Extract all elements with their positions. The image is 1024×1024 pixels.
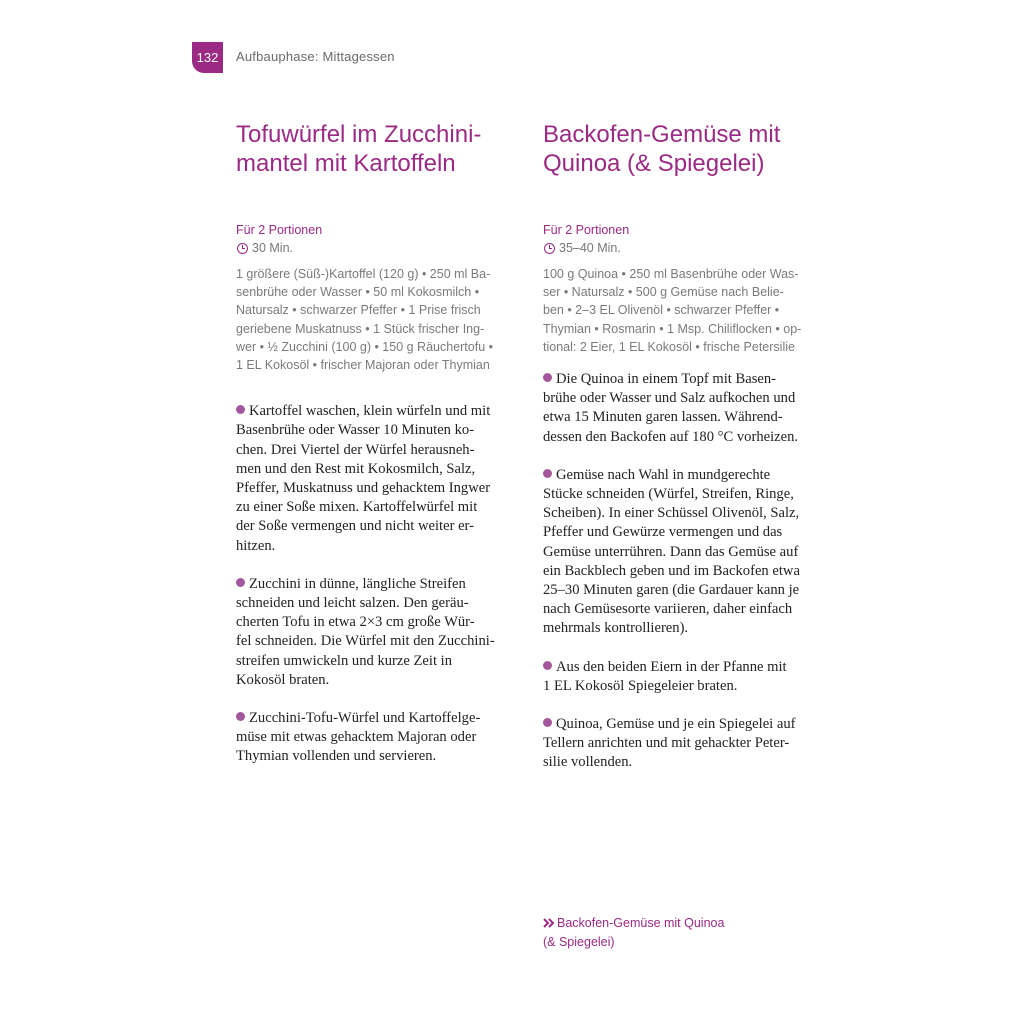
step-paragraph [543,715,813,773]
running-head: Aufbauphase: Mittagessen [236,49,395,64]
step-paragraph [236,709,506,767]
step-line [543,370,813,389]
recipe-quinoa [543,120,813,773]
ingredient-line: 1 EL Kokosöl • frischer Majoran oder Thymian [236,358,490,373]
ingredient-line: senbrühe oder Wasser • 50 ml Kokosmilch • [236,285,480,300]
ingredient-line: Natursalz • schwarzer Pfeffer • 1 Prise frisch [236,303,481,318]
ingredient-line: ser • Natursalz • 500 g Gemüse nach Belie- [543,285,784,300]
steps [543,370,813,773]
step-text: Aus den beiden Eiern in der Pfanne mit [556,658,787,675]
step-line [543,715,813,734]
ingredient-line: geriebene Muskatnuss • 1 Stück frischer Ing- [236,321,485,336]
title-line: Quinoa (& Spiegelei) [543,150,765,177]
crossref-line: (& Spiegelei) [543,935,615,949]
step-line: silie vollenden. [543,754,633,771]
clock-icon [237,243,248,254]
step-text: Kartoffel waschen, klein würfeln und mit [249,403,491,420]
step-paragraph [543,370,813,447]
ingredient-line: wer • ½ Zucchini (100 g) • 150 g Räuchertofu • [236,339,494,354]
double-arrow-icon [543,918,555,928]
ingredient-line: 1 größere (Süß-)Kartoffel (120 g) • 250 ml Ba- [236,267,491,281]
crossref-line [543,914,724,933]
step-line [543,658,813,677]
step-text: Gemüse nach Wahl in mundgerechte [556,466,771,483]
step-line: Kokosöl braten. [236,671,330,688]
prep-time-value: 35–40 Min. [559,241,621,255]
step-line [543,466,813,485]
bullet-icon [543,661,552,670]
recipe-title [236,120,506,178]
prep-time [236,239,506,257]
bullet-icon [236,712,245,721]
step-paragraph [236,575,506,690]
step-text: Zucchini-Tofu-Würfel und Kartoffelge- [249,710,481,727]
step-line: der Soße vermengen und nicht weiter er- [236,518,474,535]
portions: Für 2 Portionen [543,223,630,237]
bullet-icon [543,469,552,478]
title-line: Backofen-Gemüse mit [543,121,781,148]
step-line: zu einer Soße mixen. Kartoffelwürfel mit [236,499,478,516]
step-paragraph [543,466,813,639]
crossref-text: Backofen-Gemüse mit Quinoa [557,916,725,930]
step-line: chen. Drei Viertel der Würfel herausneh- [236,441,475,458]
step-text: Die Quinoa in einem Topf mit Basen- [556,371,777,388]
step-line: Pfeffer und Gewürze vermengen und das [543,524,783,541]
title-line: mantel mit Kartoffeln [236,150,456,177]
ingredient-line: tional: 2 Eier, 1 EL Kokosöl • frische Petersilie [543,339,795,354]
step-paragraph [543,658,813,696]
step-line: Tellern anrichten und mit gehackter Peter- [543,735,790,752]
step-line: mehrmals kontrollieren). [543,620,689,637]
step-text: Zucchini in dünne, längliche Streifen [249,575,466,592]
step-line: Basenbrühe oder Wasser 10 Minuten ko- [236,422,475,439]
step-line: fel schneiden. Die Würfel mit den Zucchini- [236,633,495,650]
step-line: Gemüse unterrühren. Dann das Gemüse auf [543,543,799,560]
ingredients [543,265,813,356]
step-line: men und den Rest mit Kokosmilch, Salz, [236,460,476,477]
step-line: Pfeffer, Muskatnuss und gehacktem Ingwer [236,480,491,497]
title-line: Tofuwürfel im Zucchini- [236,121,482,148]
bullet-icon [236,578,245,587]
step-line: brühe oder Wasser und Salz aufkochen und [543,390,796,407]
step-line: nach Gemüsesorte variieren, daher einfach [543,601,793,618]
step-line: hitzen. [236,537,276,554]
step-line: Thymian vollenden und servieren. [236,748,437,765]
step-line [236,402,506,421]
clock-icon [544,243,555,254]
ingredient-line: 100 g Quinoa • 250 ml Basenbrühe oder Was- [543,267,799,281]
ingredient-line: ben • 2–3 EL Olivenöl • schwarzer Pfeffer • [543,303,780,318]
steps [236,402,506,766]
portions: Für 2 Portionen [236,223,323,237]
bullet-icon [543,373,552,382]
step-line: dessen den Backofen auf 180 °C vorheizen. [543,428,799,445]
step-line: Scheiben). In einer Schüssel Olivenöl, Salz, [543,505,800,522]
recipe-tofu [236,120,506,767]
step-text: Quinoa, Gemüse und je ein Spiegelei auf [556,716,796,733]
step-line: cherten Tofu in etwa 2×3 cm große Wür- [236,614,475,631]
prep-time-value: 30 Min. [252,241,293,255]
page-number-badge [192,42,223,73]
prep-time [543,239,813,257]
step-line: müse mit etwas gehacktem Majoran oder [236,729,477,746]
bullet-icon [236,405,245,414]
step-line: streifen umwickeln und kurze Zeit in [236,652,452,669]
step-line: etwa 15 Minuten garen lassen. Während- [543,409,783,426]
recipe-title [543,120,813,178]
step-line: Stücke schneiden (Würfel, Streifen, Ringe, [543,486,794,503]
step-line: 25–30 Minuten garen (die Gardauer kann je [543,582,800,599]
step-line [236,575,506,594]
bullet-icon [543,718,552,727]
ingredient-line: Thymian • Rosmarin • 1 Msp. Chiliflocken • op- [543,321,802,336]
ingredients [236,265,506,374]
step-line: ein Backblech geben und im Backofen etwa [543,562,800,579]
step-line: 1 EL Kokosöl Spiegeleier braten. [543,677,738,694]
step-line: schneiden und leicht salzen. Den geräu- [236,595,469,612]
cross-reference-link[interactable] [543,914,724,952]
step-line [236,709,506,728]
step-paragraph [236,402,506,556]
page-number: 132 [196,50,219,65]
